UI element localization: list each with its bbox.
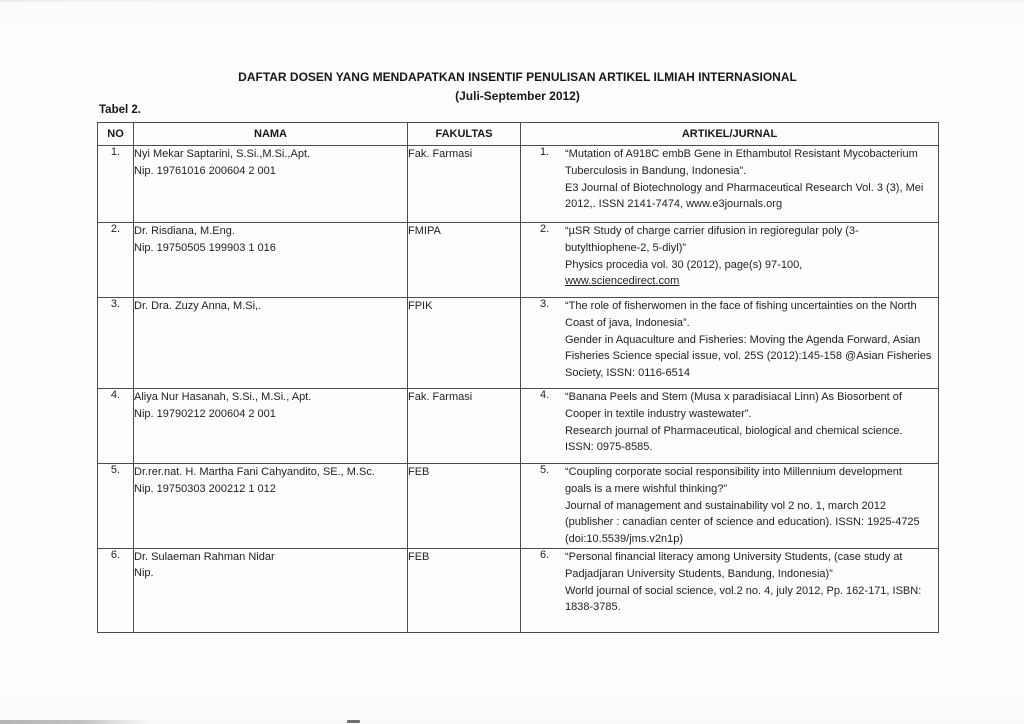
journal-url: www.sciencedirect.com xyxy=(565,275,680,288)
article-line: World journal of social science, vol.2 no. 4, july 2012, Pp. 162-171, ISBN: xyxy=(565,584,922,597)
lecturer-nip: Nip. xyxy=(134,567,154,580)
article-line: Journal of management and sustainability vol 2 no. 1, march 2012 xyxy=(565,499,887,512)
article-line: Physics procedia vol. 30 (2012), page(s) 97-100, xyxy=(565,258,803,271)
article-number: 3. xyxy=(540,298,550,310)
article-line: (publisher : canadian center of science and education). ISSN: 1925-4725 xyxy=(565,516,920,529)
table-row xyxy=(98,548,939,632)
article-number: 2. xyxy=(540,223,550,235)
article-number: 1. xyxy=(540,146,550,158)
article-line: Gender in Aquaculture and Fisheries: Moving the Agenda Forward, Asian xyxy=(565,333,921,346)
article-line: goals is a mere wishful thinking?” xyxy=(565,482,728,495)
faculty-cell xyxy=(408,464,521,549)
table-row xyxy=(98,298,939,389)
row-number: 1. xyxy=(110,146,121,158)
article-line: “Coupling corporate social responsibility into Millennium development xyxy=(565,466,902,478)
row-number: 5. xyxy=(110,464,121,476)
article-line: Tuberculosis in Bandung, Indonesia”. xyxy=(565,164,747,177)
article-line: “Personal financial literacy among University Students, (case study at xyxy=(565,550,903,563)
row-number: 2. xyxy=(110,223,121,235)
scan-edge-artifact xyxy=(0,720,152,724)
row-number-cell xyxy=(98,298,134,389)
lecturer-name-cell xyxy=(134,146,408,223)
row-number-cell xyxy=(98,146,134,223)
faculty-name: FMIPA xyxy=(408,225,441,237)
article-line: Padjadjaran University Students, Bandung, Indonesia)” xyxy=(565,567,833,580)
article-cell xyxy=(521,146,939,223)
lecturer-name-cell xyxy=(134,223,408,298)
article-line: 1838-3785. xyxy=(565,601,621,614)
article-cell xyxy=(521,548,939,632)
header-nama: NAMA xyxy=(134,123,408,146)
lecturer-nip: Nip. 19750505 199903 1 016 xyxy=(134,241,276,254)
article-line: “Banana Peels and Stem (Musa x paradisiacal Linn) As Biosorbent of xyxy=(565,391,902,403)
row-number: 4. xyxy=(110,389,121,401)
faculty-cell xyxy=(408,298,521,389)
faculty-name: Fak. Farmasi xyxy=(408,148,473,160)
faculty-name: Fak. Farmasi xyxy=(408,391,473,403)
table-row xyxy=(98,464,939,549)
faculty-name: FEB xyxy=(408,550,430,563)
lecturer-nip: Nip. 19761016 200604 2 001 xyxy=(134,164,276,177)
lecturer-name-cell xyxy=(134,389,408,464)
table-row xyxy=(98,389,939,464)
lecturer-nip: Nip. 19790212 200604 2 001 xyxy=(134,407,276,420)
document-title-block xyxy=(97,68,938,106)
row-number-cell xyxy=(98,223,134,298)
article-number: 6. xyxy=(540,548,550,561)
header-fakultas: FAKULTAS xyxy=(408,123,521,146)
faculty-name: FPIK xyxy=(408,300,433,312)
page-title: DAFTAR DOSEN YANG MENDAPATKAN INSENTIF PENULISAN ARTIKEL ILMIAH INTERNASIONAL xyxy=(238,70,797,84)
article-text xyxy=(565,549,938,616)
row-number-cell xyxy=(98,548,134,632)
article-text xyxy=(565,223,938,290)
faculty-cell xyxy=(408,548,521,632)
header-artikel-jurnal: ARTIKEL/JURNAL xyxy=(521,123,939,146)
row-number-cell xyxy=(98,389,134,464)
row-number: 3. xyxy=(110,298,121,310)
article-line: E3 Journal of Biotechnology and Pharmaceutical Research Vol. 3 (3), Mei xyxy=(565,181,924,194)
lecturer-nip: Nip. 19750303 200212 1 012 xyxy=(134,482,276,495)
lecturer-name: Dr. Risdiana, M.Eng. xyxy=(134,225,235,237)
article-line: butylthiophene-2, 5-diyl)” xyxy=(565,241,687,254)
article-line: ISSN: 0975-8585. xyxy=(565,441,653,454)
article-number: 5. xyxy=(540,464,550,476)
article-cell xyxy=(521,298,939,389)
article-cell xyxy=(521,223,939,298)
article-text xyxy=(565,464,938,548)
article-cell xyxy=(521,389,939,464)
scan-mark-artifact xyxy=(347,720,360,723)
article-line: Cooper in textile industry wastewater”. xyxy=(565,407,752,420)
faculty-cell xyxy=(408,146,521,223)
lecturer-name: Dr. Sulaeman Rahman Nidar xyxy=(134,550,275,563)
article-text xyxy=(565,389,938,456)
page-subtitle: (Juli-September 2012) xyxy=(455,89,580,103)
table-body xyxy=(98,146,939,633)
faculty-cell xyxy=(408,223,521,298)
article-number: 4. xyxy=(540,389,550,401)
lecturer-incentive-table xyxy=(97,122,939,633)
table-header-row xyxy=(98,123,939,146)
lecturer-name: Aliya Nur Hasanah, S.Si., M.Si., Apt. xyxy=(134,391,312,403)
faculty-cell xyxy=(408,389,521,464)
lecturer-name: Dr. Dra. Zuzy Anna, M.Si,. xyxy=(134,300,262,312)
faculty-name: FEB xyxy=(408,466,430,478)
table-row xyxy=(98,146,939,223)
article-line: “µSR Study of charge carrier difusion in regioregular poly (3- xyxy=(565,225,859,237)
row-number: 6. xyxy=(110,548,121,561)
header-no: NO xyxy=(98,123,134,146)
lecturer-name-cell xyxy=(134,298,408,389)
scan-edge-artifact xyxy=(0,0,1024,2)
lecturer-name-cell xyxy=(134,548,408,632)
lecturer-name-cell xyxy=(134,464,408,549)
article-cell xyxy=(521,464,939,549)
article-line: Fisheries Science special issue, vol. 25S (2012):145-158 @Asian Fisheries xyxy=(565,350,932,363)
article-line: Coast of java, Indonesia”. xyxy=(565,316,690,329)
row-number-cell xyxy=(98,464,134,549)
article-text xyxy=(565,146,938,213)
lecturer-name: Nyi Mekar Saptarini, S.Si.,M.Si.,Apt. xyxy=(134,148,311,160)
article-line: Research journal of Pharmaceutical, biological and chemical science. xyxy=(565,424,903,437)
article-line: “The role of fisherwomen in the face of fishing uncertainties on the North xyxy=(565,300,917,312)
article-line: 2012,. ISSN 2141-7474, www.e3journals.org xyxy=(565,198,783,211)
article-line: Society, ISSN: 0116-6514 xyxy=(565,367,690,380)
article-text xyxy=(565,298,938,382)
lecturer-name: Dr.rer.nat. H. Martha Fani Cahyandito, SE., M.Sc. xyxy=(134,466,375,478)
table-label: Tabel 2. xyxy=(99,104,141,116)
table-row xyxy=(98,223,939,298)
article-line: (doi:10.5539/jms.v2n1p) xyxy=(565,533,684,546)
article-line: “Mutation of A918C embB Gene in Ethambutol Resistant Mycobacterium xyxy=(565,148,918,160)
